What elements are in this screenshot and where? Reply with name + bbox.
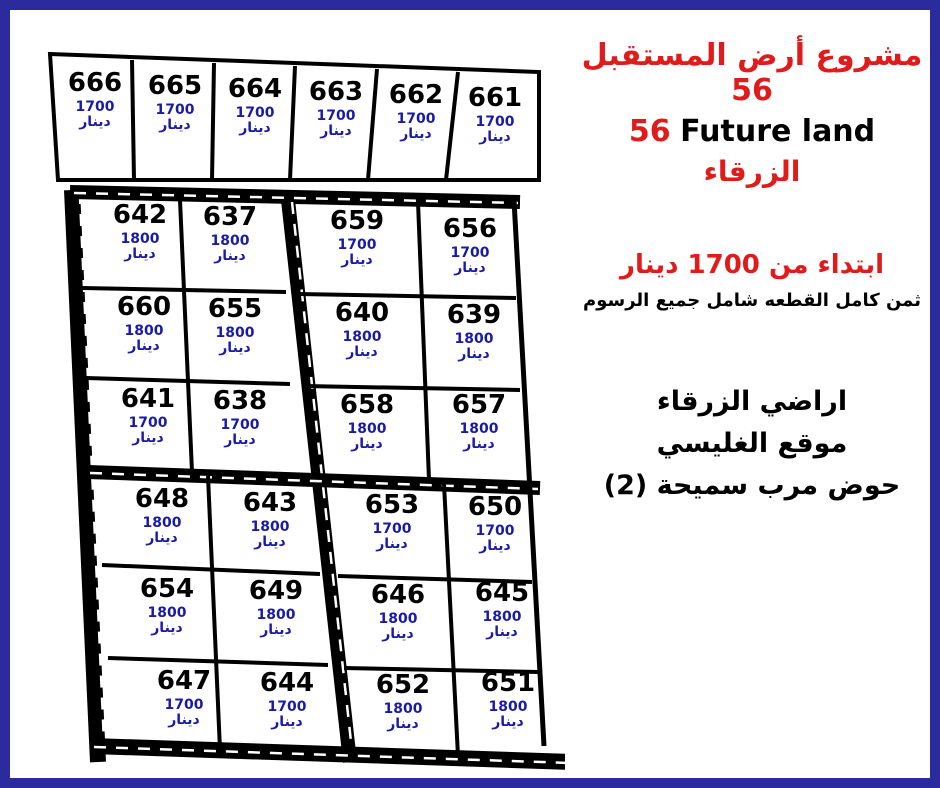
plot-price: 1700 دينار bbox=[337, 237, 377, 268]
plot-number: 657 bbox=[451, 390, 507, 420]
plot-660[interactable] bbox=[315, 208, 399, 267]
plot-640[interactable] bbox=[106, 386, 190, 445]
plot-664[interactable] bbox=[218, 76, 292, 135]
project-title-ar: مشروع أرض المستقبل 56 bbox=[581, 38, 923, 108]
plot-641[interactable] bbox=[102, 294, 186, 353]
plot-number: 660 bbox=[116, 292, 172, 322]
plot-number: 638 bbox=[212, 386, 268, 416]
plot-666[interactable] bbox=[58, 70, 132, 129]
plot-642[interactable] bbox=[98, 202, 182, 261]
plot-645[interactable] bbox=[245, 670, 329, 729]
plot-number: 651 bbox=[480, 668, 536, 698]
plot-661[interactable] bbox=[458, 85, 532, 144]
plot-price: 1800 دينار bbox=[124, 323, 164, 354]
plot-644[interactable] bbox=[234, 578, 318, 637]
plot-637[interactable] bbox=[188, 204, 272, 263]
plot-656[interactable] bbox=[432, 302, 516, 361]
plot-638[interactable] bbox=[193, 296, 277, 355]
plot-number: 646 bbox=[370, 580, 426, 610]
plot-price: 1700 دينار bbox=[475, 114, 515, 145]
plot-653[interactable] bbox=[356, 582, 440, 641]
plot-price: 1700 دينار bbox=[235, 105, 275, 136]
location-line-3: حوض مرب سميحة (2) bbox=[603, 469, 901, 501]
plot-price: 1800 دينار bbox=[147, 605, 187, 636]
plot-number: 640 bbox=[334, 298, 390, 328]
plot-number: 645 bbox=[474, 578, 530, 608]
project-title-en-text: Future land bbox=[680, 114, 876, 149]
plot-646[interactable] bbox=[142, 668, 226, 727]
plot-665[interactable] bbox=[138, 73, 212, 132]
plot-654[interactable] bbox=[350, 492, 434, 551]
plot-662[interactable] bbox=[379, 82, 453, 141]
plot-price: 1800 دينار bbox=[142, 515, 182, 546]
price-subtext: ثمن كامل القطعه شامل جميع الرسوم bbox=[583, 290, 921, 311]
plot-number: 642 bbox=[112, 200, 168, 230]
plot-price: 1800 دينار bbox=[347, 421, 387, 452]
plot-price: 1700 دينار bbox=[220, 417, 260, 448]
plot-number: 639 bbox=[446, 300, 502, 330]
plot-price: 1800 دينار bbox=[454, 331, 494, 362]
plot-number: 653 bbox=[364, 490, 420, 520]
info-panel bbox=[566, 24, 938, 784]
plot-number: 648 bbox=[134, 484, 190, 514]
plot-price: 1700 دينار bbox=[267, 699, 307, 730]
plot-number: 650 bbox=[467, 492, 523, 522]
plot-649[interactable] bbox=[453, 494, 537, 553]
plot-647[interactable] bbox=[125, 576, 209, 635]
plot-639[interactable] bbox=[198, 388, 282, 447]
plot-657[interactable] bbox=[437, 392, 521, 451]
plot-price: 1700 دينار bbox=[450, 245, 490, 276]
plot-price: 1700 دينار bbox=[316, 108, 356, 139]
plot-659[interactable] bbox=[320, 300, 404, 359]
site-plan-map bbox=[20, 20, 565, 788]
plot-number: 643 bbox=[242, 488, 298, 518]
plot-643[interactable] bbox=[228, 490, 312, 549]
plot-price: 1800 دينار bbox=[488, 699, 528, 730]
plot-price: 1800 دينار bbox=[215, 325, 255, 356]
plot-number: 662 bbox=[388, 80, 444, 110]
plot-652[interactable] bbox=[361, 672, 445, 731]
location-line-2: موقع الغليسي bbox=[656, 427, 848, 459]
plot-number: 654 bbox=[139, 574, 195, 604]
plot-663[interactable] bbox=[299, 79, 373, 138]
plot-price: 1800 دينار bbox=[256, 607, 296, 638]
price-headline: ابتداء من 1700 دينار bbox=[620, 250, 884, 280]
plot-number: 666 bbox=[67, 68, 123, 98]
plot-648[interactable] bbox=[120, 486, 204, 545]
plot-651[interactable] bbox=[466, 670, 550, 729]
plot-number: 649 bbox=[248, 576, 304, 606]
plot-price: 1800 دينار bbox=[342, 329, 382, 360]
project-number: 56 bbox=[628, 114, 671, 149]
plot-price: 1700 دينار bbox=[372, 521, 412, 552]
plot-number: 658 bbox=[339, 390, 395, 420]
plot-number: 641 bbox=[120, 384, 176, 414]
plot-number: 663 bbox=[308, 77, 364, 107]
plot-number: 644 bbox=[259, 668, 315, 698]
project-title-en bbox=[566, 114, 938, 149]
plot-650[interactable] bbox=[460, 580, 544, 639]
plot-number: 647 bbox=[156, 666, 212, 696]
plot-number: 656 bbox=[442, 214, 498, 244]
plot-price: 1800 دينار bbox=[482, 609, 522, 640]
plot-price: 1700 دينار bbox=[164, 697, 204, 728]
plot-price: 1800 دينار bbox=[383, 701, 423, 732]
plot-price: 1800 دينار bbox=[210, 233, 250, 264]
plot-price: 1800 دينار bbox=[250, 519, 290, 550]
plot-658[interactable] bbox=[325, 392, 409, 451]
city-name: الزرقاء bbox=[703, 155, 801, 188]
plot-price: 1800 دينار bbox=[459, 421, 499, 452]
plot-number: 655 bbox=[207, 294, 263, 324]
plot-number: 665 bbox=[147, 71, 203, 101]
plot-number: 661 bbox=[467, 83, 523, 113]
plot-price: 1800 دينار bbox=[120, 231, 160, 262]
plot-655[interactable] bbox=[428, 216, 512, 275]
plot-number: 652 bbox=[375, 670, 431, 700]
location-line-1: اراضي الزرقاء bbox=[656, 386, 848, 417]
plot-price: 1700 دينار bbox=[128, 415, 168, 446]
plot-price: 1700 دينار bbox=[155, 102, 195, 133]
plot-price: 1700 دينار bbox=[75, 99, 115, 130]
plot-price: 1700 دينار bbox=[396, 111, 436, 142]
location-block bbox=[566, 381, 938, 507]
plot-number: 664 bbox=[227, 74, 283, 104]
plot-number: 637 bbox=[202, 202, 258, 232]
plot-price: 1800 دينار bbox=[378, 611, 418, 642]
plot-number: 659 bbox=[329, 206, 385, 236]
plot-price: 1700 دينار bbox=[475, 523, 515, 554]
